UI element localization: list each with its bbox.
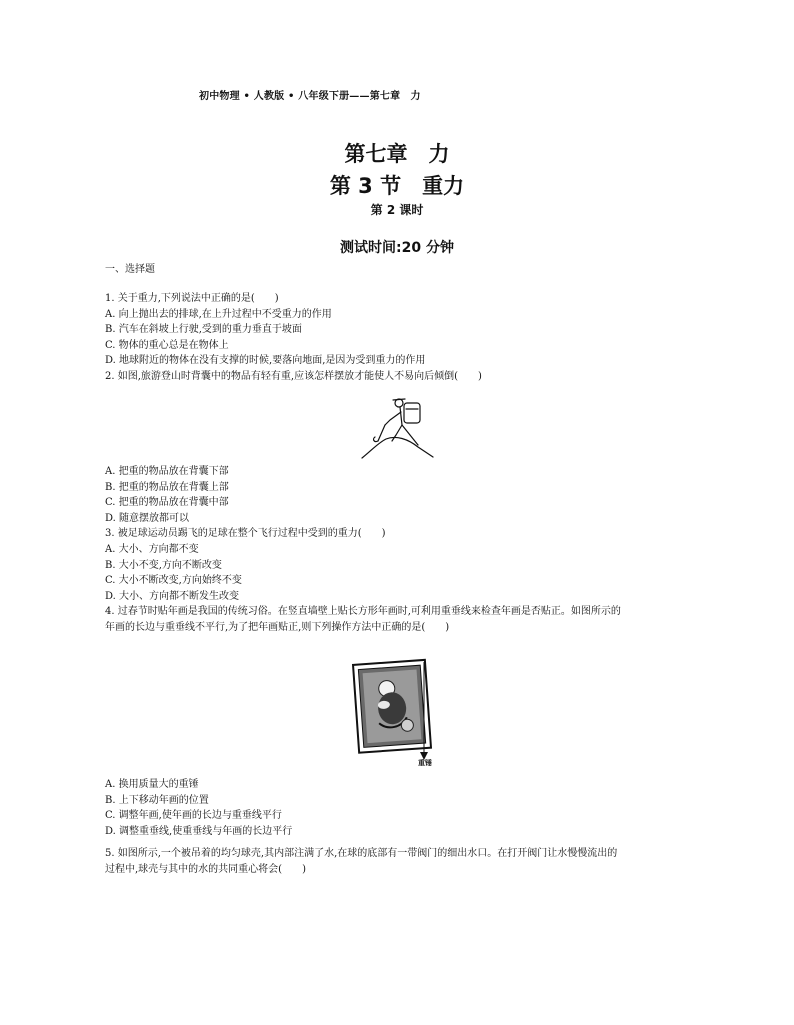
- question-4-options: [105, 777, 695, 839]
- section-title: 第 3 节 重力: [329, 174, 465, 198]
- chapter-title: 第七章 力: [344, 142, 450, 166]
- question-1-option-d: D. 地球附近的物体在没有支撑的时候,要落向地面,是因为受到重力的作用: [105, 355, 426, 367]
- question-3-option-c: C. 大小不断改变,方向始终不变: [105, 575, 242, 587]
- question-4-option-c: C. 调整年画,使年画的长边与重垂线平行: [105, 810, 282, 822]
- question-3-stem: 3. 被足球运动员踢飞的足球在整个飞行过程中受到的重力( ): [105, 528, 386, 540]
- question-1-option-a: A. 向上抛出去的排球,在上升过程中不受重力的作用: [105, 308, 332, 320]
- question-1-option-c: C. 物体的重心总是在物体上: [105, 339, 229, 351]
- new-year-poster-figure: [348, 656, 448, 772]
- question-4-option-d: D. 调整重垂线,使重垂线与年画的长边平行: [105, 825, 293, 837]
- question-2-stem: 2. 如图,旅游登山时背囊中的物品有轻有重,应该怎样摆放才能使人不易向后倾倒( ): [105, 370, 482, 382]
- question-2-option-b: B. 把重的物品放在背囊上部: [105, 481, 229, 493]
- header-breadcrumb: 初中物理 • 人教版 • 八年级下册——第七章 力: [199, 91, 421, 102]
- question-5-stem-line-1: 5. 如图所示,一个被吊着的均匀球壳,其内部注满了水,在球的底部有一带阀门的细出水口。在打开阀门让水慢慢流出的: [105, 848, 618, 859]
- question-3-option-a: A. 大小、方向都不变: [105, 543, 199, 555]
- lesson-title: 第 2 课时: [370, 203, 424, 217]
- question-3-option-b: B. 大小不变,方向不断改变: [105, 559, 222, 571]
- question-4-option-a: A. 换用质量大的重锤: [105, 779, 199, 790]
- question-5-stem-line-2: 过程中,球壳与其中的水的共同重心将会( ): [105, 863, 306, 875]
- question-2-option-d: D. 随意摆放都可以: [105, 512, 190, 524]
- question-1-option-b: B. 汽车在斜坡上行驶,受到的重力垂直于坡面: [105, 324, 302, 336]
- questions-1-2: [105, 291, 695, 385]
- question-2-option-c: C. 把重的物品放在背囊中部: [105, 497, 229, 509]
- question-4-option-b: B. 上下移动年画的位置: [105, 794, 209, 806]
- question-1-stem: 1. 关于重力,下列说法中正确的是( ): [105, 293, 279, 304]
- questions-2-4: [105, 464, 695, 636]
- question-5: [105, 846, 695, 877]
- question-3-option-d: D. 大小、方向都不断发生改变: [105, 590, 240, 602]
- question-4-stem-line-2: 年画的长边与重垂线不平行,为了把年画贴正,则下列操作方法中正确的是( ): [105, 621, 450, 633]
- plumb-bob-label: 重锤: [418, 759, 432, 767]
- test-time: 测试时间:20 分钟: [340, 240, 454, 256]
- question-4-stem-line-1: 4. 过春节时贴年画是我国的传统习俗。在竖直墙壁上贴长方形年画时,可利用重垂线来检查年画是否贴正。如图所示的: [105, 606, 621, 618]
- hiker-figure: [360, 395, 435, 460]
- question-2-option-a: A. 把重的物品放在背囊下部: [105, 466, 229, 477]
- section-heading: 一、选择题: [105, 264, 155, 275]
